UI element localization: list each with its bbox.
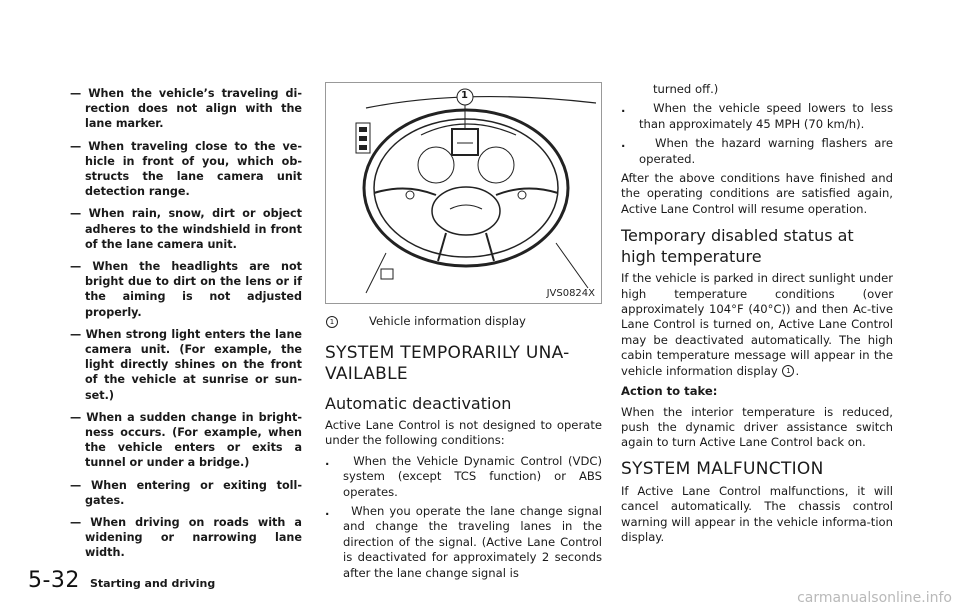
subsection-heading: Automatic deactivation	[325, 394, 512, 413]
callout-marker: 1	[782, 365, 794, 377]
intro-paragraph: Active Lane Control is not designed to operate under the following conditions:	[325, 418, 602, 448]
figure-callout-number: 1	[461, 90, 468, 101]
continued-text: turned off.)	[653, 82, 719, 96]
subsection-heading: Temporary disabled status at high temperature	[621, 226, 854, 267]
resume-paragraph: After the above conditions have finished and the operating conditions are satisfied again, Active Lane Control will resume operation.	[621, 171, 893, 216]
figure-caption	[325, 314, 602, 329]
list-item: — When traveling close to the ve-hicle in front of you, which ob-structs the lane camera unit detection range.	[70, 139, 302, 200]
list-item: — When a sudden change in bright-ness occurs. (For example, when the vehicle enters or exits a tunnel or under a bridge.)	[70, 410, 302, 471]
bullet-item: . When you operate the lane change signal and change the traveling lanes in the direction of the signal. (Active Lane Control is deactivated for approximately 2 seconds after the lane change signal is	[325, 504, 602, 581]
list-item: — When rain, snow, dirt or object adheres to the windshield in front of the lane camera unit.	[70, 206, 302, 252]
watermark: carmanualsonline.info	[797, 590, 952, 606]
caption-text: Vehicle information display	[369, 314, 526, 328]
page-footer	[28, 568, 215, 593]
section-heading: SYSTEM MALFUNCTION	[621, 458, 824, 479]
list-item: — When the vehicle’s traveling di-rection does not align with the lane marker.	[70, 86, 302, 132]
list-item: — When driving on roads with a widening or narrowing lane width.	[70, 515, 302, 561]
temperature-paragraph	[621, 271, 893, 379]
right-column	[621, 82, 893, 550]
steering-wheel-illustration	[326, 83, 602, 304]
steering-wheel-figure	[325, 82, 602, 304]
temperature-text: If the vehicle is parked in direct sunlight under high temperature conditions (over approximately 104°F (40°C)) and then Ac-tive Lane Control is turned on, Active Lane Control may be deactivated automatically. The high cabin temperature message will appear in the vehicle information display	[621, 271, 893, 378]
bullet-item: . When the hazard warning flashers are operated.	[621, 136, 893, 167]
page-number: 5-32	[28, 568, 80, 593]
figure-code: JVS0824X	[546, 288, 595, 299]
middle-column	[325, 82, 602, 585]
bullet-item: . When the vehicle speed lowers to less than approximately 45 MPH (70 km/h).	[621, 101, 893, 132]
action-label: Action to take:	[621, 384, 718, 399]
malfunction-paragraph: If Active Lane Control malfunctions, it will cancel automatically. The chassis control warning will appear in the vehicle informa-tion display.	[621, 483, 893, 544]
section-name: Starting and driving	[89, 577, 216, 590]
list-item: — When entering or exiting toll-gates.	[70, 478, 302, 508]
temperature-text-end: .	[795, 363, 800, 378]
list-item: — When the headlights are not bright due to dirt on the lens or if the aiming is not adjusted properly.	[70, 259, 302, 320]
section-heading: SYSTEM TEMPORARILY UNA-VAILABLE	[325, 343, 570, 384]
bullet-item: . When the Vehicle Dynamic Control (VDC) system (except TCS function) or ABS operates.	[325, 454, 602, 500]
left-column	[70, 86, 302, 568]
callout-marker: 1	[326, 316, 338, 328]
action-paragraph: When the interior temperature is reduced, push the dynamic driver assistance switch again to turn Active Lane Control back on.	[621, 404, 893, 450]
list-item: — When strong light enters the lane camera unit. (For example, the light directly shines on the front of the vehicle at sunrise or sun-set.)	[70, 327, 302, 403]
